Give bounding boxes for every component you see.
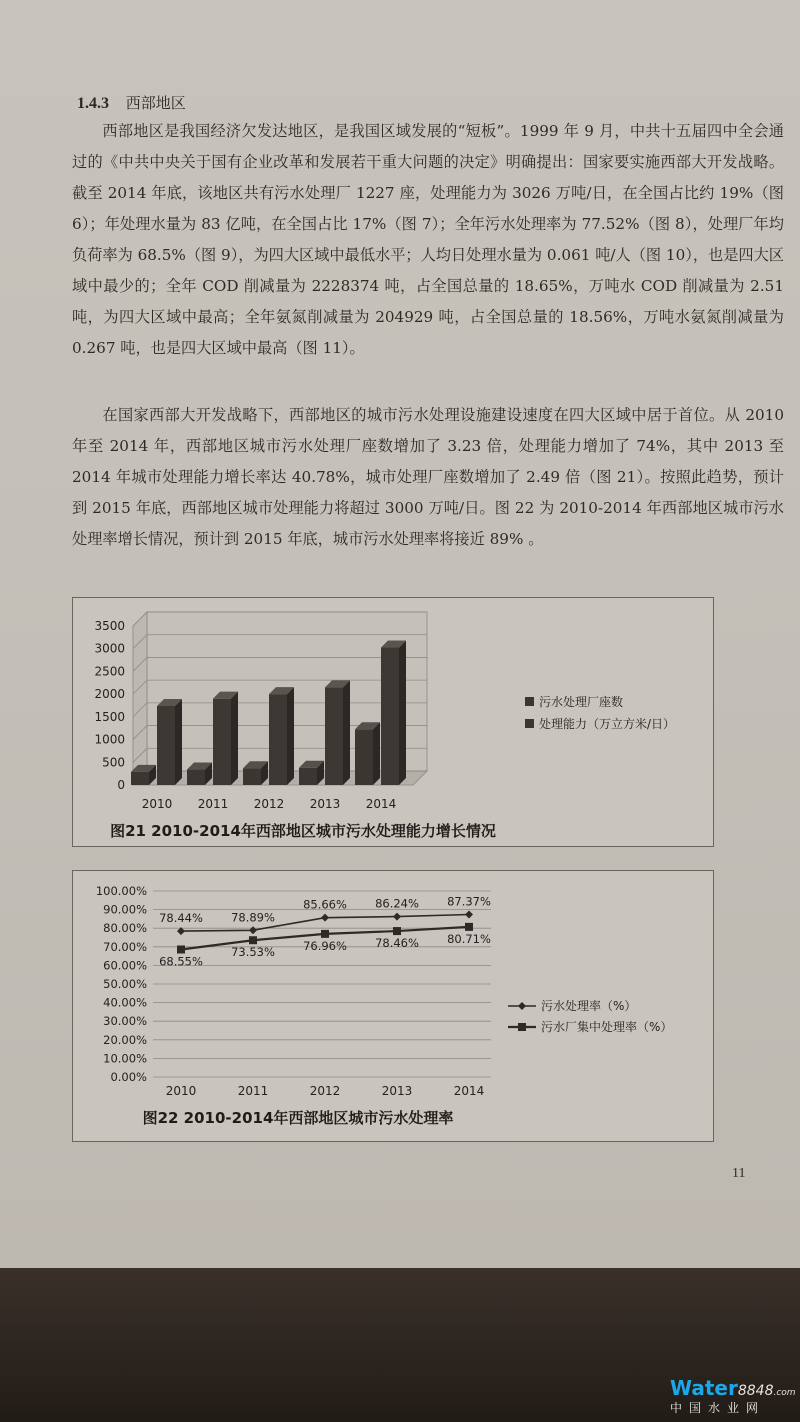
chart22-ytick: 70.00% (103, 939, 147, 954)
watermark-number: 8848 (737, 1383, 774, 1399)
chart21-bar (325, 687, 343, 785)
chart22-ytick: 20.00% (103, 1032, 147, 1047)
page-number: 11 (732, 1166, 746, 1181)
chart21-ytick: 1500 (94, 709, 125, 724)
chart22-point (249, 926, 257, 934)
chart22-xtick: 2010 (165, 1084, 197, 1098)
chart22-point (465, 923, 473, 931)
figure-22-chart (73, 871, 713, 1141)
chart21-bar-side (175, 699, 182, 785)
chart21-bar (355, 729, 373, 785)
figure-21-caption: 图21 2010-2014年西部地区城市污水处理能力增长情况 (110, 822, 496, 840)
chart21-bar-side (343, 680, 350, 785)
watermark-brand: Water (670, 1376, 738, 1400)
chart21-ytick: 0 (117, 778, 125, 792)
chart21-bar (381, 648, 399, 785)
chart21-side-wall (133, 612, 147, 785)
chart22-point (393, 927, 401, 935)
chart22-ytick: 60.00% (103, 958, 147, 973)
figure-21-chart (73, 598, 713, 846)
chart21-ytick: 500 (102, 755, 125, 770)
chart21-bar-side (399, 641, 406, 785)
chart21-bar-side (231, 692, 238, 785)
chart22-legend-label: 污水厂集中处理率（%） (541, 1020, 673, 1034)
figure-21 (72, 597, 714, 847)
chart22-point (465, 910, 473, 918)
chart21-ytick: 3000 (94, 641, 125, 656)
chart21-ytick: 3500 (94, 619, 125, 633)
chart21-ytick: 2500 (94, 664, 125, 679)
chart21-bar (243, 768, 261, 785)
chart21-legend-swatch (525, 719, 534, 728)
chart22-point (321, 930, 329, 938)
section-heading (77, 92, 186, 113)
chart22-ytick: 0.00% (110, 1070, 147, 1084)
chart22-legend-marker (518, 1023, 526, 1031)
chart22-xtick: 2012 (309, 1084, 341, 1098)
chart21-bar (269, 694, 287, 785)
chart21-legend-label: 污水处理厂座数 (539, 695, 624, 709)
chart22-ytick: 40.00% (103, 995, 147, 1010)
chart22-legend-label: 污水处理率（%） (541, 999, 637, 1013)
chart21-bar (299, 768, 317, 785)
chart21-legend-label: 处理能力（万立方米/日） (539, 717, 676, 731)
paragraph-2 (72, 400, 784, 555)
chart22-point (249, 936, 257, 944)
watermark-subtitle: 中国水业网 (670, 1401, 766, 1415)
chart21-bar (213, 699, 231, 785)
chart22-data-label: 78.44% (159, 911, 203, 926)
chart22-ytick: 50.00% (103, 977, 147, 991)
chart22-ytick: 90.00% (103, 902, 147, 917)
chart22-point (321, 914, 329, 922)
chart22-data-label: 78.46% (375, 936, 419, 951)
chart21-xtick: 2014 (365, 797, 397, 811)
chart21-bar (131, 772, 149, 785)
chart21-legend-swatch (525, 697, 534, 706)
chart21-xtick: 2011 (197, 797, 229, 811)
chart22-xtick: 2013 (381, 1084, 413, 1098)
chart22-data-label: 87.37% (447, 894, 491, 909)
paragraph-1 (72, 116, 784, 364)
chart22-data-label: 85.66% (303, 897, 347, 912)
chart22-data-label: 80.71% (447, 931, 491, 946)
chart22-data-label: 76.96% (303, 938, 347, 953)
chart21-bar-side (287, 687, 294, 785)
paragraph-2-text: 在国家西部大开发战略下，西部地区的城市污水处理设施建设速度在四大区域中居于首位。从 2010 年至 2014 年，西部地区城市污水处理厂座数增加了 3.23 倍，处理能力增加了 74%，其中 2013 至 2014 年城市处理能力增长率达 40.78%，城市处理厂座数增加了 2.49 倍（图 21）。按照此趋势，预计到 2015 年底，西部地区城市处理能力将超过 3000 万吨/日。图 22 为 2010-2014 年西部地区城市污水处理率增长情况，预计到 2015 年底，城市污水处理率将接近 89% 。 (72, 406, 784, 548)
chart22-data-label: 68.55% (159, 954, 203, 969)
figure-22-caption: 图22 2010-2014年西部地区城市污水处理率 (142, 1109, 454, 1127)
chart22-xtick: 2014 (453, 1084, 485, 1098)
chart21-bar (157, 706, 175, 785)
chart21-xtick: 2012 (253, 797, 285, 811)
chart22-legend-marker (518, 1002, 526, 1010)
chart22-ytick: 80.00% (103, 921, 147, 936)
chart22-point (177, 945, 185, 953)
chart21-ytick: 1000 (94, 732, 125, 747)
chart22-data-label: 73.53% (231, 945, 275, 960)
chart22-ytick: 100.00% (95, 884, 147, 898)
chart21-ytick: 2000 (94, 687, 125, 702)
chart22-point (393, 913, 401, 921)
chart21-xtick: 2010 (141, 797, 173, 811)
watermark-suffix: .com (773, 1388, 796, 1398)
chart22-ytick: 10.00% (103, 1051, 147, 1066)
chart22-ytick: 30.00% (103, 1014, 147, 1029)
section-title: 西部地区 (125, 94, 186, 112)
figure-22 (72, 870, 714, 1142)
watermark-logo (670, 1376, 798, 1420)
chart22-xtick: 2011 (237, 1084, 269, 1098)
chart21-bar-side (373, 722, 380, 785)
chart21-bar (187, 770, 205, 785)
section-number: 1.4.3 (77, 95, 109, 112)
chart22-data-label: 78.89% (231, 910, 275, 925)
chart22-data-label: 86.24% (375, 896, 419, 911)
paragraph-1-text: 西部地区是我国经济欠发达地区，是我国区域发展的“短板”。1999 年 9 月，中共十五届四中全会通过的《中共中央关于国有企业改革和发展若干重大问题的决定》明确提出：国家要实施西部大开发战略。截至 2014 年底，该地区共有污水处理厂 1227 座，处理能力为 3026 万吨/日，在全国占比约 19%（图 6）；年处理水量为 83 亿吨，在全国占比 17%（图 7）；全年污水处理率为 77.52%（图 8），处理厂年均负荷率为 68.5%（图 9），为四大区域中最低水平；人均日处理水量为 0.061 吨/人（图 10），也是四大区域中最少的；全年 COD 削减量为 2228374 吨，占全国总量的 18.65%，万吨水 COD 削减量为 2.51 吨，为四大区域中最高；全年氨氮削减量为 204929 吨，占全国总量的 18.56%，万吨水氨氮削减量为 0.267 吨，也是四大区域中最高（图 11）。 (72, 122, 784, 357)
chart21-xtick: 2013 (309, 797, 341, 811)
